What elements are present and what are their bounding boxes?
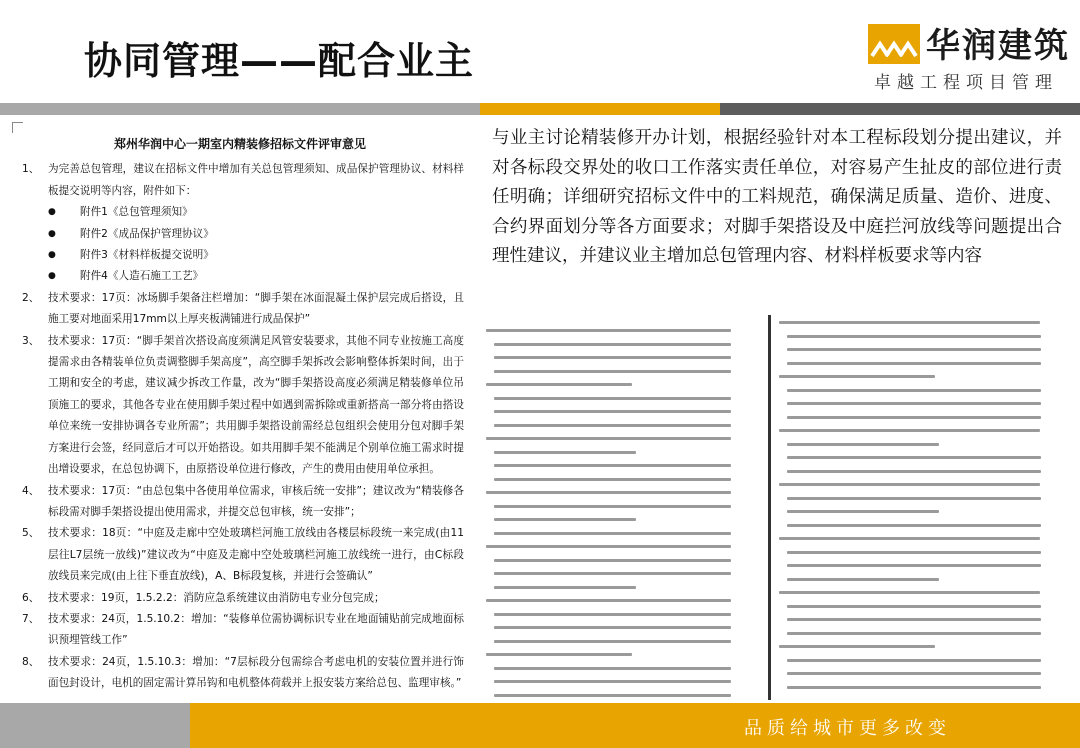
scanned-text-line <box>787 402 1041 405</box>
scanned-text-line <box>787 362 1041 365</box>
document-item: 4、 技术要求：17页：“由总包集中各使用单位需求，审核后统一安排”；建议改为“精装修各标段需对脚手架搭设提出使用需求，并提交总包审核，统一安排”； <box>22 484 464 518</box>
scanned-text-line <box>787 456 1041 459</box>
scanned-text-line <box>787 335 1041 338</box>
scanned-text-line <box>787 632 1041 635</box>
scanned-text-line <box>787 389 1041 392</box>
attachment-item: ● 附件3《材料样板提交说明》 <box>22 245 464 266</box>
brand-name: 华润建筑 <box>926 26 1070 66</box>
document-item: 7、 技术要求：24页，1.5.10.2：增加：“装修单位需协调标识专业在地面铺贴前完成地面标识预埋管线工作” <box>22 612 464 647</box>
attachment-item: ● 附件2《成品保护管理协议》 <box>22 224 464 245</box>
document-item: 1、 为完善总包管理，建议在招标文件中增加有关总包管理须知、成品保护管理协议、材料样板提交说明等内容，附件如下： <box>22 163 464 197</box>
scanned-text-line <box>779 591 1040 594</box>
scanned-text-line <box>494 464 731 467</box>
scanned-page-right <box>768 315 1073 700</box>
scanned-text-line <box>787 659 1041 662</box>
brand-tagline: 卓越工程项目管理 <box>874 73 1058 93</box>
scanned-text-line <box>787 551 1041 554</box>
scanned-text-line <box>779 375 935 378</box>
document-item: 8、 技术要求：24页，1.5.10.3：增加：“7层标段分包需综合考虑电机的安装位置并进行饰面包封设计，电机的固定需计算吊钩和电机整体荷载并上报安装方案给总包、监理审核。” <box>22 655 464 690</box>
scanned-text-line <box>787 470 1041 473</box>
scanned-text-line <box>494 356 731 359</box>
header-band-gray <box>0 103 480 115</box>
scanned-text-line <box>494 626 731 629</box>
scanned-text-line <box>787 605 1041 608</box>
scanned-text-line <box>787 672 1041 675</box>
scanned-text-line <box>494 680 731 683</box>
page-corner-mark <box>12 122 23 133</box>
scanned-text-line <box>486 545 731 548</box>
scanned-text-line <box>787 416 1041 419</box>
summary-text: 与业主讨论精装修开办计划，根据经验针对本工程标段划分提出建议，并对各标段交界处的收口工作落实责任单位，对容易产生扯皮的部位进行责任明确；详细研究招标文件中的工料规范，确保满足质量、造价、进度、合约界面划分等各方面要求；对脚手架搭设及中庭拦河放线等问题提出合理性建议，并建议业主增加总包管理内容、材料样板要求等内容 <box>492 128 1062 266</box>
brand-logo <box>868 18 1073 98</box>
scanned-text-line <box>494 370 731 373</box>
document-body <box>12 159 468 694</box>
scanned-text-line <box>494 667 731 670</box>
brand-mark-icon <box>868 24 920 64</box>
attachment-item: ● 附件1《总包管理须知》 <box>22 202 464 223</box>
footer-band-gray <box>0 703 190 748</box>
scanned-text-line <box>787 348 1041 351</box>
scanned-text-line <box>494 518 636 521</box>
scanned-text-line <box>779 321 1040 324</box>
scanned-page-left <box>478 323 762 703</box>
scanned-text-line <box>494 410 731 413</box>
scanned-text-line <box>787 443 939 446</box>
scanned-text-line <box>486 383 632 386</box>
scanned-text-line <box>494 478 731 481</box>
scanned-text-line <box>787 510 939 513</box>
footer-band <box>0 703 1080 748</box>
scanned-text-line <box>779 483 1040 486</box>
review-document <box>12 122 468 702</box>
header-band-gold <box>480 103 720 115</box>
scanned-text-line <box>779 429 1040 432</box>
document-item: 6、 技术要求：19页，1.5.2.2：消防应急系统建议由消防电专业分包完成； <box>22 591 385 604</box>
scanned-text-line <box>787 578 939 581</box>
scanned-text-line <box>494 613 731 616</box>
scanned-text-line <box>486 599 731 602</box>
scanned-text-line <box>494 451 636 454</box>
scanned-text-line <box>787 564 1041 567</box>
scanned-text-line <box>494 424 731 427</box>
scanned-text-line <box>494 586 636 589</box>
document-title: 郑州华润中心一期室内精装修招标文件评审意见 <box>113 137 366 151</box>
footer-slogan: 品质给城市更多改变 <box>744 718 951 739</box>
scanned-text-line <box>494 343 731 346</box>
scanned-text-line <box>779 537 1040 540</box>
scanned-text-line <box>494 559 731 562</box>
header-band-dark <box>720 103 1080 115</box>
scanned-text-line <box>787 618 1041 621</box>
scanned-text-line <box>486 653 632 656</box>
scanned-text-line <box>494 694 731 697</box>
scanned-text-line <box>486 491 731 494</box>
scanned-text-line <box>787 524 1041 527</box>
scanned-text-line <box>494 397 731 400</box>
slide-title: 协同管理——配合业主 <box>84 39 475 83</box>
document-item: 2、 技术要求：17页：冰场脚手架备注栏增加：“脚手架在冰面混凝土保护层完成后搭设，且施工要对地面采用17mm以上厚夹板满铺进行成品保护” <box>22 291 464 326</box>
scanned-text-line <box>494 532 731 535</box>
scanned-text-line <box>787 497 1041 500</box>
scanned-text-line <box>486 437 731 440</box>
attachment-item: ● 附件4《人造石施工工艺》 <box>22 266 464 287</box>
scanned-text-line <box>779 645 935 648</box>
scanned-text-line <box>787 686 1041 689</box>
scanned-text-line <box>494 505 731 508</box>
scanned-text-line <box>494 572 731 575</box>
document-item: 3、 技术要求：17页：“脚手架首次搭设高度须满足风管安装要求，其他不同专业按施工高度提需求由各精装单位负责调整脚手架高度”，高空脚手架拆改会影响整体拆架时间，出于工期和安全的考虑，建议减少拆改工作量，改为“脚手架搭设高度必须满足精装修单位吊顶施工的要求，其他各专业在使用脚手架过程中如遇到需拆除或重新搭高一部分将由搭设单位来统一安排协调各专业所需”；共用脚手架搭设前需经总包组织会使用分包对脚手架方案进行会签，经同意后才可以开始搭设。如共用脚手架不能满足个别单位施工需求时提出增设要求，在总包协调下，由原搭设单位进行修改，产生的费用由使用单位承担。 <box>22 334 464 476</box>
document-item: 5、 技术要求：18页：“中庭及走廊中空处玻璃栏河施工放线由各楼层标段统一来完成(由11层往L7层统一放线)”建议改为“中庭及走廊中空处玻璃栏河施工放线统一进行，由C标段放线员来完成(由上往下垂直放线)，A、B标段复核，并进行会签确认” <box>22 527 464 583</box>
scanned-text-line <box>486 329 731 332</box>
scanned-text-line <box>494 640 731 643</box>
